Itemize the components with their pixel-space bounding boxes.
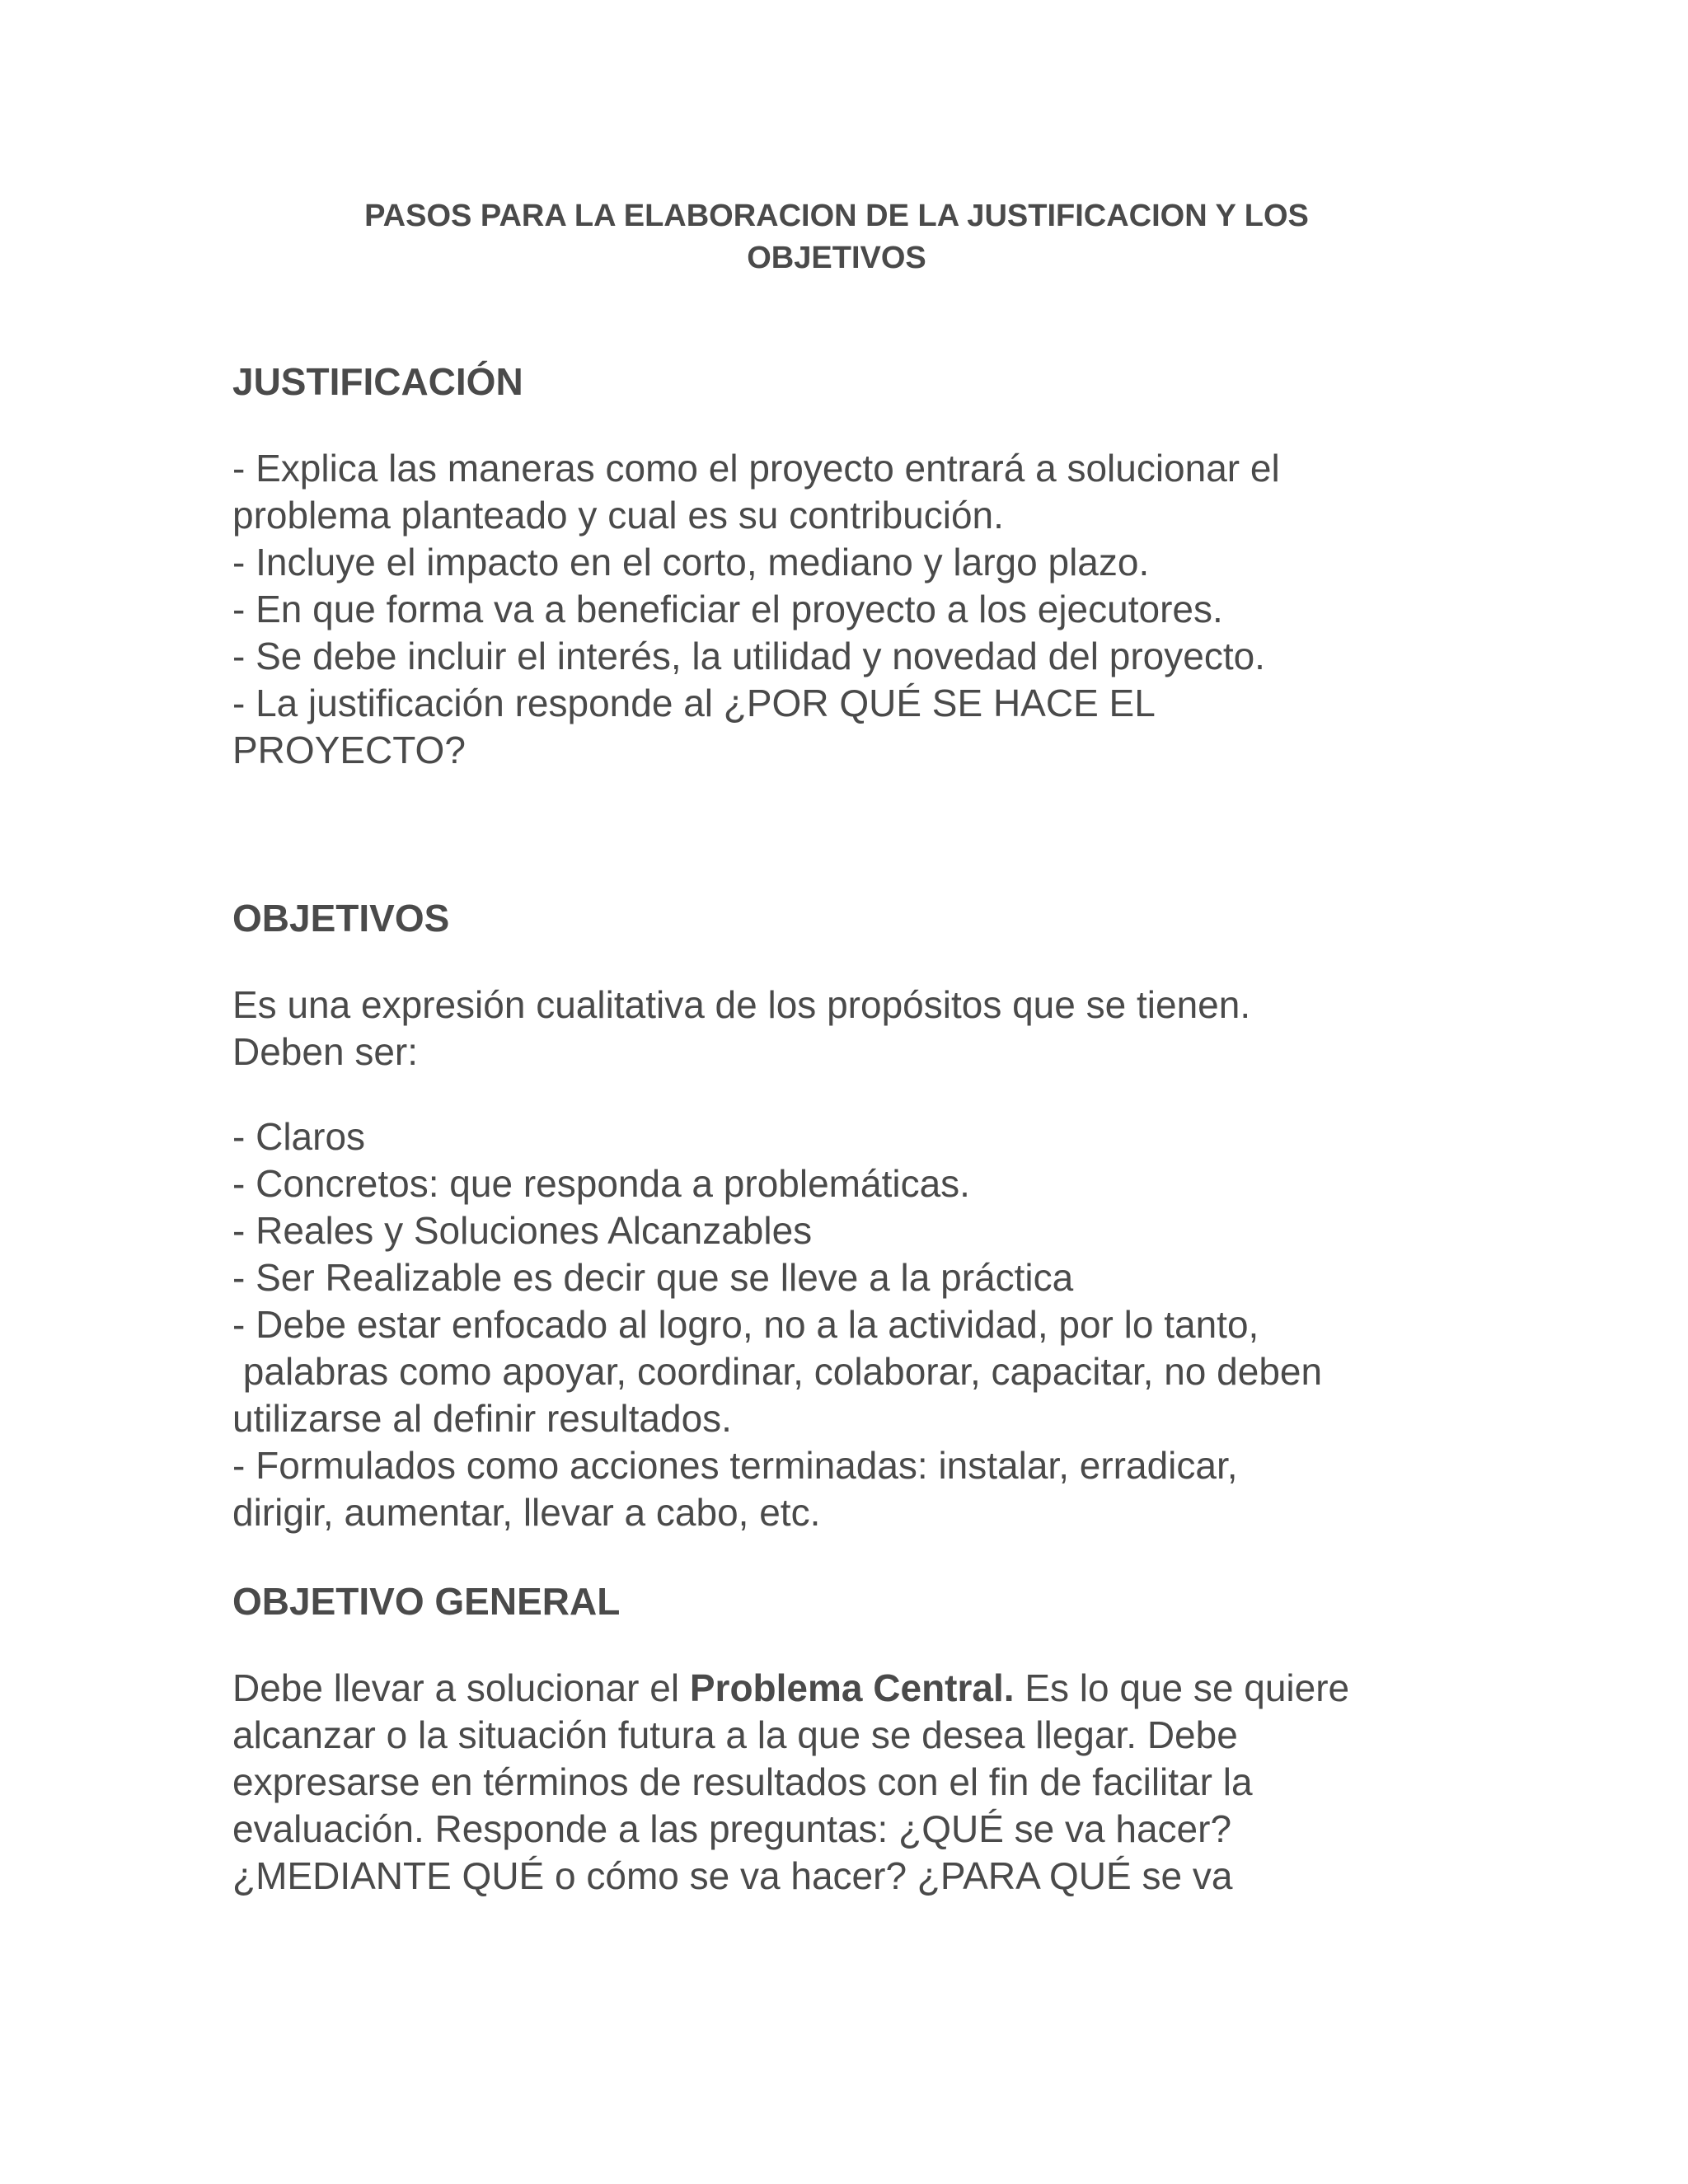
document-title <box>231 195 1442 279</box>
heading-objetivo-general: OBJETIVO GENERAL <box>232 1580 621 1623</box>
text-line: problema planteado y cual es su contribución. <box>232 494 1004 537</box>
justificacion-body <box>232 445 1469 774</box>
text-line: - Incluye el impacto en el corto, mediano y largo plazo. <box>232 541 1150 583</box>
list-item: dirigir, aumentar, llevar a cabo, etc. <box>232 1491 821 1534</box>
heading-objetivos: OBJETIVOS <box>232 897 450 940</box>
objetivos-list <box>232 1113 1469 1536</box>
document-title-line: PASOS PARA LA ELABORACION DE LA JUSTIFICACION Y LOS <box>364 199 1309 233</box>
objetivos-intro <box>232 982 1469 1076</box>
heading-justificacion: JUSTIFICACIÓN <box>232 360 523 403</box>
text-line: - En que forma va a beneficiar el proyecto a los ejecutores. <box>232 588 1223 630</box>
text-line: alcanzar o la situación futura a la que se desea llegar. Debe <box>232 1713 1238 1756</box>
list-item: - Concretos: que responda a problemáticas. <box>232 1162 970 1205</box>
text-fragment: Es lo que se quiere <box>1014 1666 1350 1709</box>
text-line: evaluación. Responde a las preguntas: ¿QUÉ se va hacer? <box>232 1807 1232 1850</box>
document-title-line: OBJETIVOS <box>747 241 926 275</box>
list-item: - Ser Realizable es decir que se lleve a la práctica <box>232 1256 1074 1299</box>
bold-term: Problema Central. <box>689 1666 1015 1709</box>
text-line: expresarse en términos de resultados con el fin de facilitar la <box>232 1760 1253 1803</box>
list-item: - Claros <box>232 1115 366 1158</box>
text-line: PROYECTO? <box>232 729 466 771</box>
list-item: - Formulados como acciones terminadas: instalar, erradicar, <box>232 1444 1238 1487</box>
text-line: - Explica las maneras como el proyecto entrará a solucionar el <box>232 447 1280 490</box>
text-line: ¿MEDIANTE QUÉ o cómo se va hacer? ¿PARA QUÉ se va <box>232 1854 1233 1897</box>
text-line <box>232 1665 1469 1712</box>
text-fragment: Debe llevar a solucionar el <box>232 1666 690 1709</box>
objetivo-general-body <box>232 1665 1469 1900</box>
list-item: palabras como apoyar, coordinar, colaborar, capacitar, no deben <box>232 1350 1323 1393</box>
text-line: Es una expresión cualitativa de los propósitos que se tienen. <box>232 983 1251 1026</box>
text-line: - Se debe incluir el interés, la utilidad y novedad del proyecto. <box>232 635 1265 677</box>
text-line: - La justificación responde al ¿POR QUÉ SE HACE EL <box>232 682 1156 724</box>
list-item: - Debe estar enfocado al logro, no a la actividad, por lo tanto, <box>232 1303 1259 1346</box>
list-item: utilizarse al definir resultados. <box>232 1397 732 1440</box>
list-item: - Reales y Soluciones Alcanzables <box>232 1209 813 1252</box>
text-line: Deben ser: <box>232 1030 419 1073</box>
